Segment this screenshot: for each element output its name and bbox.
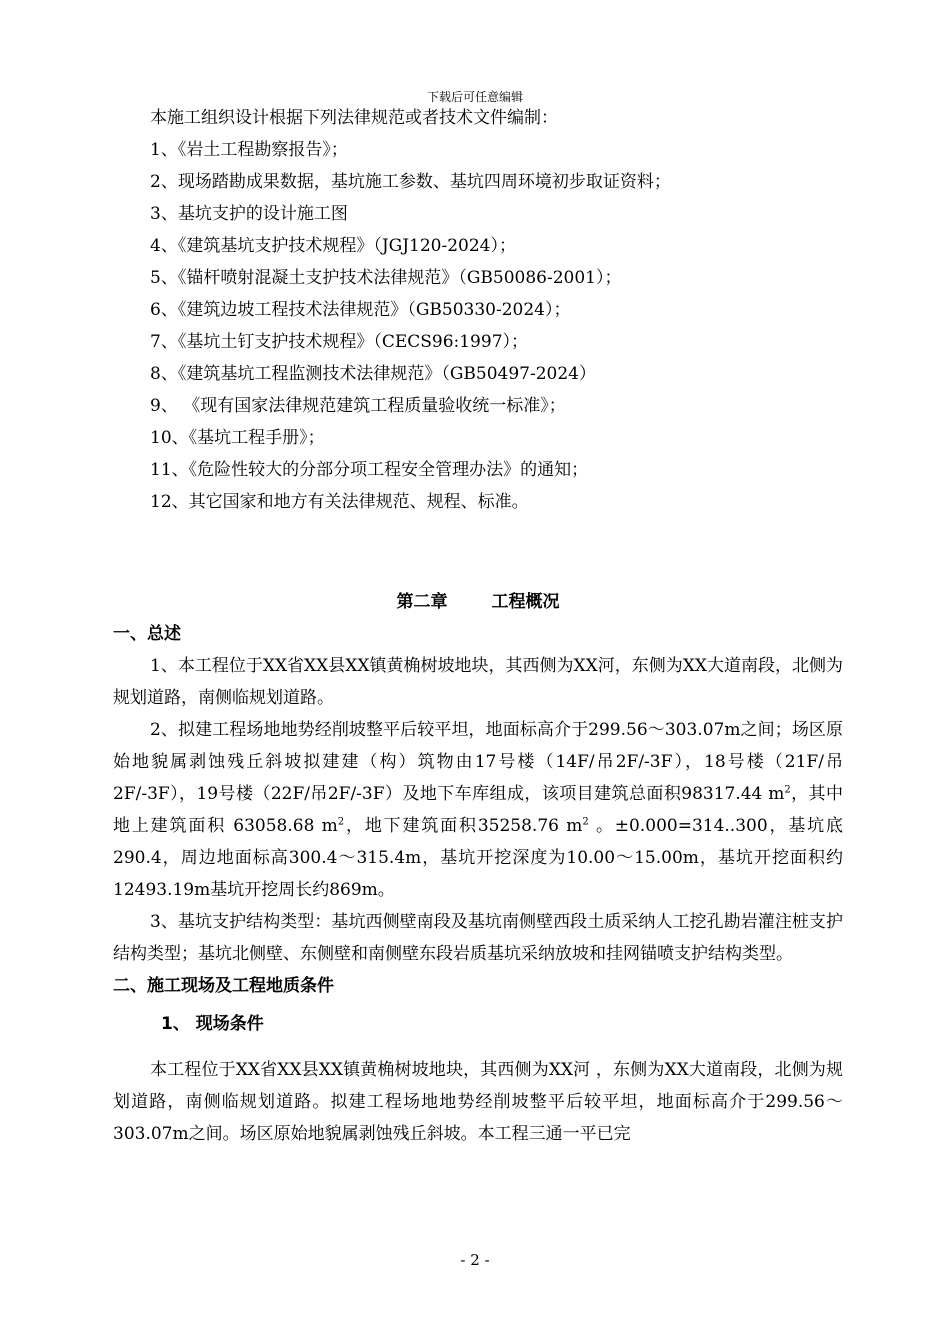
overview-paragraph-2: 2、拟建工程场地地势经削坡整平后较平坦，地面标高介于299.56～303.07m之间；场区原始地貌属剥蚀残丘斜坡拟建建（构）筑物由17号楼（14F/吊2F/-3F），18号楼（21F/吊2F/-3F），19号楼（22F/吊2F/-3F）及地下车库组成，该项目建筑总面积98317.44 $m^2$，其中地上建筑面积 63058.68 $m^2$，地下建筑面积35258.76 $m^2$ 。±0.000=314..300，基坑底290.4，周边地面标高300.4～315.4m，基坑开挖深度为10.00～15.00m，基坑开挖面积约12493.19m基坑开挖周长约869m。 bbox=[113, 720, 844, 900]
section-heading-site: 二、施工现场及工程地质条件 bbox=[113, 976, 334, 996]
overview-paragraph-3: 3、基坑支护结构类型：基坑西侧壁南段及基坑南侧壁西段土质采纳人工挖孔勘岩灌注桩支护结构类型；基坑北侧壁、东侧壁和南侧壁东段岩质基坑采纳放坡和挂网锚喷支护结构类型。 bbox=[113, 912, 843, 964]
chapter-heading bbox=[113, 586, 843, 618]
reference-item: 8、《建筑基坑工程监测技术法律规范》（GB50497-2024） bbox=[150, 364, 596, 384]
page-number: - 2 - bbox=[460, 1251, 490, 1269]
reference-item: 1、《岩土工程勘察报告》； bbox=[150, 140, 348, 160]
reference-item: 4、《建筑基坑支护技术规程》（JGJ120-2024）； bbox=[150, 236, 516, 256]
reference-item: 2、现场踏勘成果数据，基坑施工参数、基坑四周环境初步取证资料； bbox=[150, 172, 671, 192]
reference-item: 3、基坑支护的设计施工图 bbox=[150, 204, 348, 224]
section-heading-overview: 一、总述 bbox=[113, 624, 181, 644]
intro-line: 本施工组织设计根据下列法律规范或者技术文件编制： bbox=[150, 108, 558, 128]
reference-item: 7、《基坑土钉支护技术规程》（CECS96:1997）； bbox=[150, 332, 529, 352]
reference-item: 9、 《现有国家法律规范建筑工程质量验收统一标准》； bbox=[150, 396, 566, 416]
chapter-number: 第二章 bbox=[396, 592, 448, 612]
reference-item: 5、《锚杆喷射混凝土支护技术法律规范》（GB50086-2001）； bbox=[150, 268, 622, 288]
reference-item: 11、《危险性较大的分部分项工程安全管理办法》的通知； bbox=[150, 460, 589, 480]
overview-paragraph-1: 1、本工程位于XX省XX县XX镇黄桷树坡地块，其西侧为XX河，东侧为XX大道南段，北侧为规划道路，南侧临规划道路。 bbox=[113, 656, 843, 708]
site-conditions-paragraph: 本工程位于XX省XX县XX镇黄桷树坡地块，其西侧为XX河 ，东侧为XX大道南段，北侧为规划道路，南侧临规划道路。拟建工程场地地势经削坡整平后较平坦，地面标高介于299.56～303.07m之间。场区原始地貌属剥蚀残丘斜坡。本工程三通一平已完 bbox=[113, 1060, 843, 1144]
chapter-title: 工程概况 bbox=[491, 592, 560, 612]
reference-item: 6、《建筑边坡工程技术法律规范》（GB50330-2024）； bbox=[150, 300, 571, 320]
header-note: 下载后可任意编辑 bbox=[426, 90, 523, 104]
reference-list bbox=[113, 134, 843, 518]
reference-item: 10、《基坑工程手册》； bbox=[150, 428, 325, 448]
page-content bbox=[113, 102, 843, 1150]
reference-item: 12、其它国家和地方有关法律规范、规程、标准。 bbox=[150, 492, 529, 512]
subsection-heading-site-conditions: 1、 现场条件 bbox=[161, 1014, 264, 1034]
